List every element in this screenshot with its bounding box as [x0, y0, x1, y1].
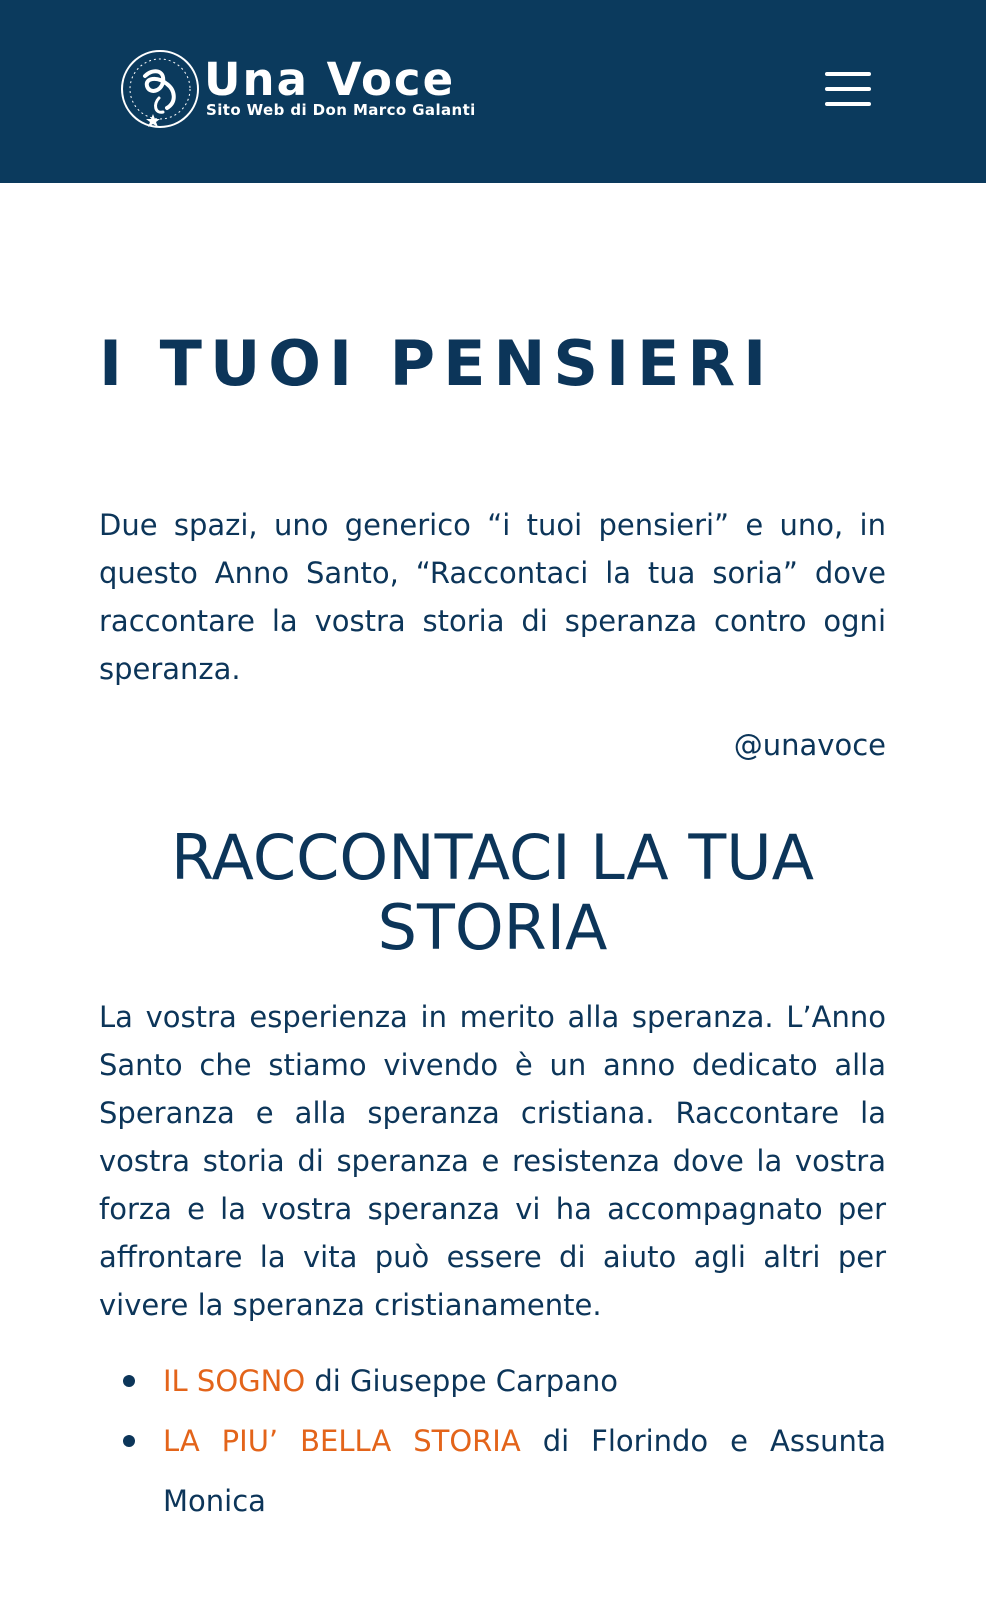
- dmg-monogram-icon[interactable]: [119, 48, 201, 130]
- story-link-la-piu-bella-storia[interactable]: LA PIU’ BELLA STORIA: [163, 1424, 521, 1458]
- story-list: [99, 1351, 886, 1531]
- section-title: RACCONTACI LA TUA STORIA: [170, 821, 815, 964]
- list-item: [99, 1411, 886, 1531]
- intro-paragraph: Due spazi, uno generico “i tuoi pensieri” e uno, in questo Anno Santo, “Raccontaci la tua soria” dove raccontare la vostra storia di speranza contro ogni speranza.: [99, 508, 886, 686]
- story-author: di Florindo e Assunta Monica: [163, 1424, 886, 1518]
- signature: @unavoce: [733, 728, 886, 762]
- section-paragraph: La vostra esperienza in merito alla speranza. L’Anno Santo che stiamo vivendo è un anno dedicato alla Speranza e alla speranza cristiana. Raccontare la vostra storia di speranza e resistenza dove la vostra forza e la vostra speranza vi ha accompagnato per affrontare la vita può essere di aiuto agli altri per vivere la speranza cristianamente.: [99, 1000, 886, 1322]
- story-link-il-sogno[interactable]: IL SOGNO: [163, 1364, 306, 1398]
- site-header: [0, 0, 986, 183]
- brand-title[interactable]: Una Voce: [204, 53, 456, 106]
- bullet-icon: [123, 1435, 135, 1447]
- story-author: di Giuseppe Carpano: [305, 1364, 619, 1398]
- bullet-icon: [123, 1375, 135, 1387]
- list-item: [99, 1351, 886, 1411]
- page-title: I TUOI PENSIERI: [99, 327, 775, 400]
- brand-subtitle: Sito Web di Don Marco Galanti: [206, 101, 476, 119]
- hamburger-menu-icon[interactable]: [823, 68, 873, 112]
